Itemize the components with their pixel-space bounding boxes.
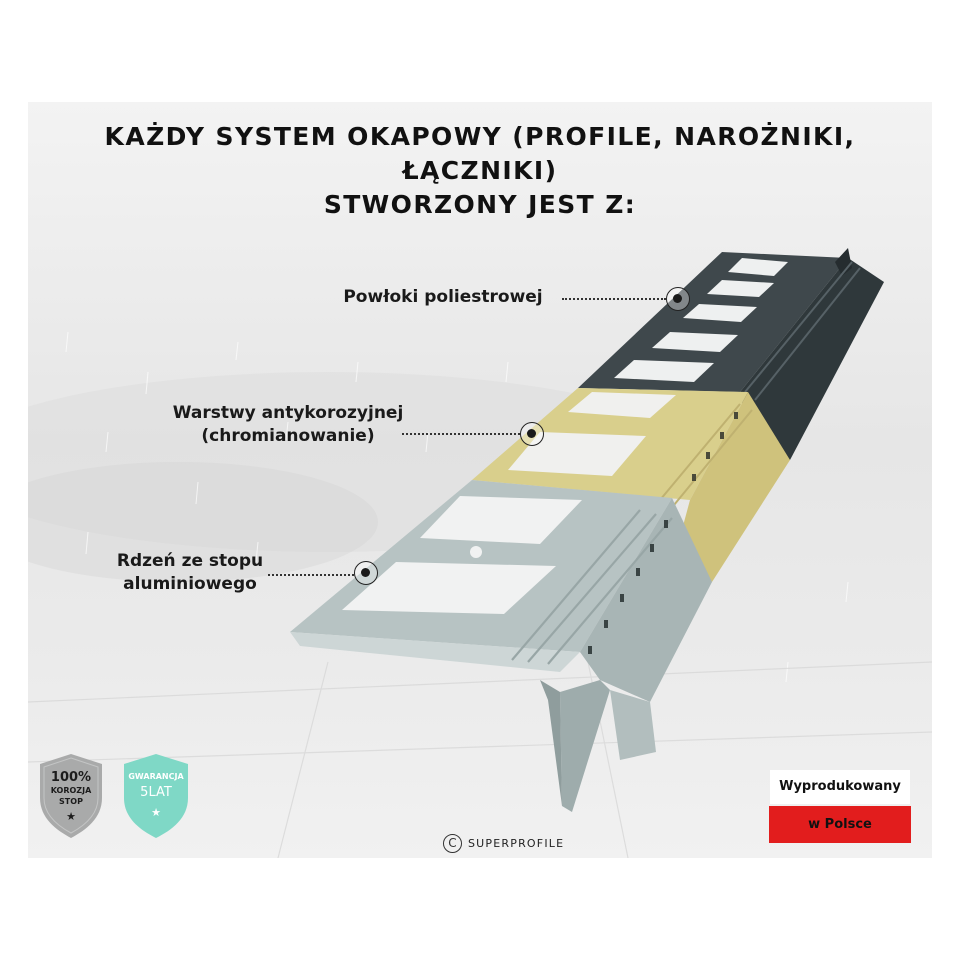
callout-polyester-leader [562,298,666,300]
callout-core-line-2: aluminiowego [123,574,257,594]
callout-polyester-marker [666,287,690,311]
corrosion-badge-line-2: KOROZJA [50,786,92,795]
corrosion-stop-badge [38,752,104,840]
title-line-2: STWORZONY JEST Z: [323,190,637,219]
callout-anticorrosion-marker [520,422,544,446]
brand-name: SUPERPROFILE [468,836,565,850]
callout-polyester-label [330,286,556,309]
title-line-1: KAŻDY SYSTEM OKAPOWY (PROFILE, NAROŻNIKI, ŁĄCZNIKI) [104,122,856,185]
callout-anticorrosion-leader [402,433,520,435]
star-icon: ★ [151,806,161,819]
warranty-badge [122,752,190,840]
callout-polyester-text: Powłoki poliestrowej [343,287,543,307]
made-in-label: Wyprodukowany [770,770,910,804]
callout-core-leader [268,574,354,576]
corrosion-badge-percent: 100% [50,770,92,785]
brand-mark [443,832,564,854]
callout-anticorrosion-label [160,402,416,448]
corrosion-badge-line-3: STOP [59,797,83,806]
callout-anticorrosion-line-1: Warstwy antykorozyjnej [172,403,404,423]
shield-icon [38,752,104,840]
warranty-badge-years: 5LAT [140,785,172,800]
callout-core-marker [354,561,378,585]
copyright-icon: C [443,834,462,853]
made-in-country: w Polsce [769,806,911,843]
callout-core-line-1: Rdzeń ze stopu [116,551,264,571]
callout-core-label [100,550,280,596]
star-icon: ★ [66,810,76,823]
callout-anticorrosion-line-2: (chromianowanie) [201,426,375,446]
warranty-badge-label: GWARANCJA [128,772,184,781]
aluminium-drip-leg [560,680,610,812]
